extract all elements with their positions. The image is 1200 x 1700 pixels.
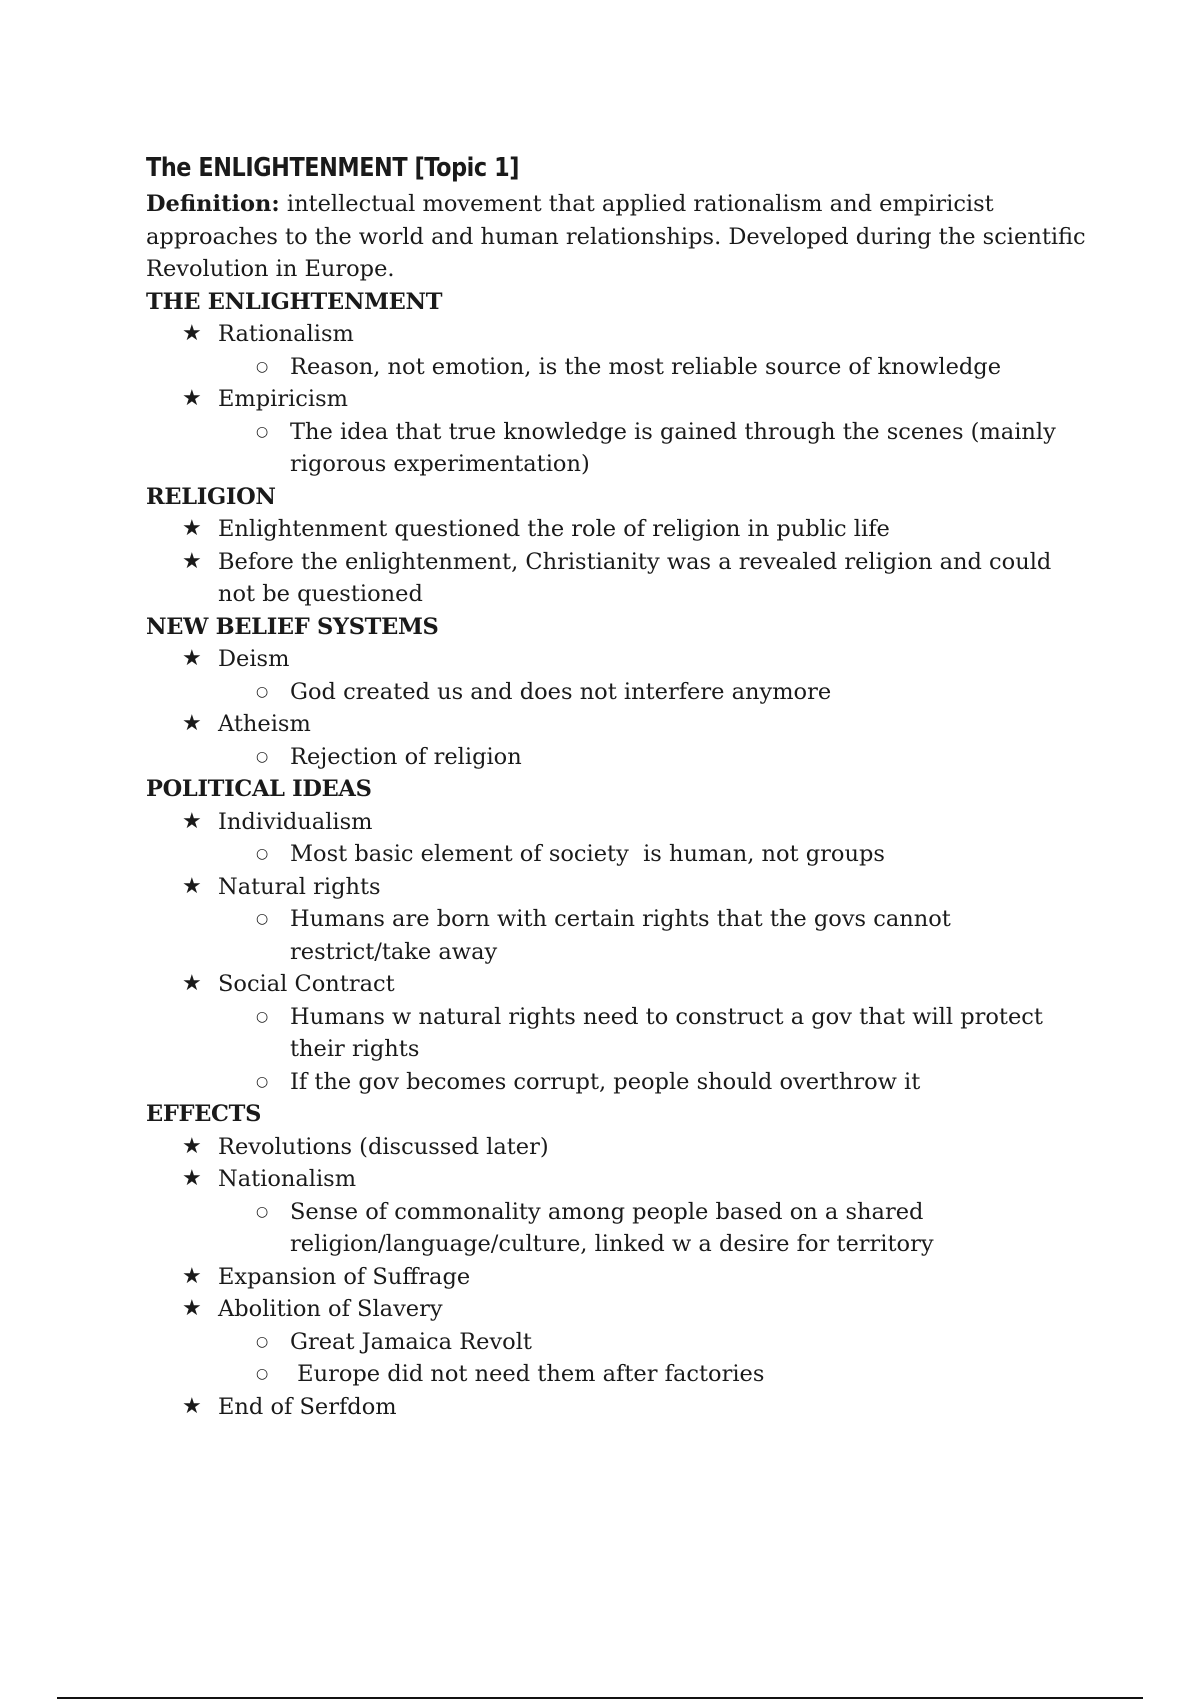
definition-label: Definition: — [146, 191, 280, 217]
list-item — [146, 318, 1086, 351]
page-title: The ENLIGHTENMENT [Topic 1] — [146, 153, 519, 183]
circle-bullet-icon: ○ — [256, 1008, 269, 1025]
list-item — [146, 546, 1086, 611]
sub-list-item-text: Most basic element of society is human, not groups — [290, 841, 885, 867]
list-item — [146, 643, 1086, 676]
list-item-text: Deism — [218, 646, 290, 672]
star-bullet-icon: ★ — [182, 1263, 202, 1289]
circle-bullet-icon: ○ — [256, 1203, 269, 1220]
star-bullet-icon: ★ — [182, 711, 202, 736]
sub-list-item-text: Humans w natural rights need to construct a gov that will protect their rights — [290, 1003, 1051, 1062]
section-heading: THE ENLIGHTENMENT — [146, 288, 443, 315]
list-item-text: Enlightenment questioned the role of religion in public life — [218, 516, 890, 542]
list-item-text: Atheism — [218, 711, 311, 737]
list-item — [146, 513, 1086, 546]
list-item — [146, 708, 1086, 741]
circle-bullet-icon: ○ — [256, 1366, 269, 1382]
list-item-text: Rationalism — [218, 321, 354, 347]
sub-list-item-text: Humans are born with certain rights that the govs cannot restrict/take away — [290, 906, 958, 965]
sub-list-item-text: Sense of commonality among people based on a shared religion/language/culture, linked w a desire for territory — [290, 1198, 934, 1257]
list-item-text: Nationalism — [218, 1166, 357, 1192]
sub-list-item — [146, 838, 1086, 871]
circle-bullet-icon: ○ — [256, 846, 269, 862]
sub-list-item — [146, 1066, 1086, 1099]
star-bullet-icon: ★ — [182, 1166, 202, 1191]
sub-list-item — [146, 741, 1086, 774]
list-item — [146, 383, 1086, 416]
star-bullet-icon: ★ — [182, 516, 202, 541]
star-bullet-icon: ★ — [182, 1296, 202, 1321]
star-bullet-icon: ★ — [182, 548, 202, 574]
section-heading: RELIGION — [146, 483, 276, 510]
definition-text: intellectual movement that applied rationalism and empiricist approaches to the world and human relationships. Developed during the scientific Revolution in Europe. — [146, 191, 1086, 282]
sub-list-item — [146, 351, 1086, 384]
star-bullet-icon: ★ — [182, 646, 202, 671]
document-page — [146, 148, 1086, 1423]
sub-list-item-text: God created us and does not interfere anymore — [290, 678, 832, 705]
list-item-text: Social Contract — [218, 971, 395, 997]
page-bottom-rule — [57, 1697, 1143, 1699]
sub-list-item-text: Reason, not emotion, is the most reliable source of knowledge — [290, 353, 1002, 380]
list-item — [146, 968, 1086, 1001]
circle-bullet-icon: ○ — [256, 748, 269, 765]
sub-list-item-text: If the gov becomes corrupt, people should overthrow it — [290, 1068, 921, 1095]
star-bullet-icon: ★ — [182, 1133, 202, 1159]
circle-bullet-icon: ○ — [256, 423, 269, 440]
list-item — [146, 1131, 1086, 1164]
list-item-text: Before the enlightenment, Christianity was a revealed religion and could not be questioned — [218, 548, 1052, 607]
sub-list-item — [146, 416, 1086, 481]
star-bullet-icon: ★ — [182, 386, 202, 411]
star-bullet-icon: ★ — [182, 808, 202, 834]
section-heading: EFFECTS — [146, 1101, 262, 1127]
sub-list-item-text: The idea that true knowledge is gained through the scenes (mainly rigorous experimentation) — [290, 418, 1063, 477]
list-item-text: Revolutions (discussed later) — [218, 1133, 549, 1160]
section-heading: POLITICAL IDEAS — [146, 776, 372, 802]
outline — [146, 286, 1086, 1424]
list-item — [146, 806, 1086, 839]
star-bullet-icon: ★ — [182, 1393, 202, 1419]
list-item — [146, 1391, 1086, 1424]
list-item-text: Abolition of Slavery — [218, 1296, 443, 1322]
sub-list-item — [146, 903, 1086, 968]
star-bullet-icon: ★ — [182, 873, 202, 899]
circle-bullet-icon: ○ — [256, 358, 269, 375]
sub-list-item-text: Rejection of religion — [290, 743, 522, 770]
list-item-text: Expansion of Suffrage — [218, 1263, 471, 1290]
list-item — [146, 1261, 1086, 1294]
star-bullet-icon: ★ — [182, 321, 202, 346]
star-bullet-icon: ★ — [182, 971, 202, 996]
list-item — [146, 871, 1086, 904]
sub-list-item — [146, 1001, 1086, 1066]
circle-bullet-icon: ○ — [256, 1073, 269, 1090]
circle-bullet-icon: ○ — [256, 1333, 269, 1350]
sub-list-item-text: Europe did not need them after factories — [290, 1361, 765, 1387]
circle-bullet-icon: ○ — [256, 911, 269, 927]
sub-list-item — [146, 1326, 1086, 1359]
list-item-text: End of Serfdom — [218, 1393, 397, 1420]
sub-list-item — [146, 676, 1086, 709]
sub-list-item-text: Great Jamaica Revolt — [290, 1328, 532, 1355]
section-heading: NEW BELIEF SYSTEMS — [146, 613, 439, 640]
list-item — [146, 1293, 1086, 1326]
list-item-text: Empiricism — [218, 386, 348, 412]
sub-list-item — [146, 1196, 1086, 1261]
list-item-text: Individualism — [218, 808, 373, 835]
definition-paragraph — [146, 188, 1086, 286]
list-item — [146, 1163, 1086, 1196]
sub-list-item — [146, 1358, 1086, 1391]
list-item-text: Natural rights — [218, 873, 381, 900]
circle-bullet-icon: ○ — [256, 683, 269, 700]
